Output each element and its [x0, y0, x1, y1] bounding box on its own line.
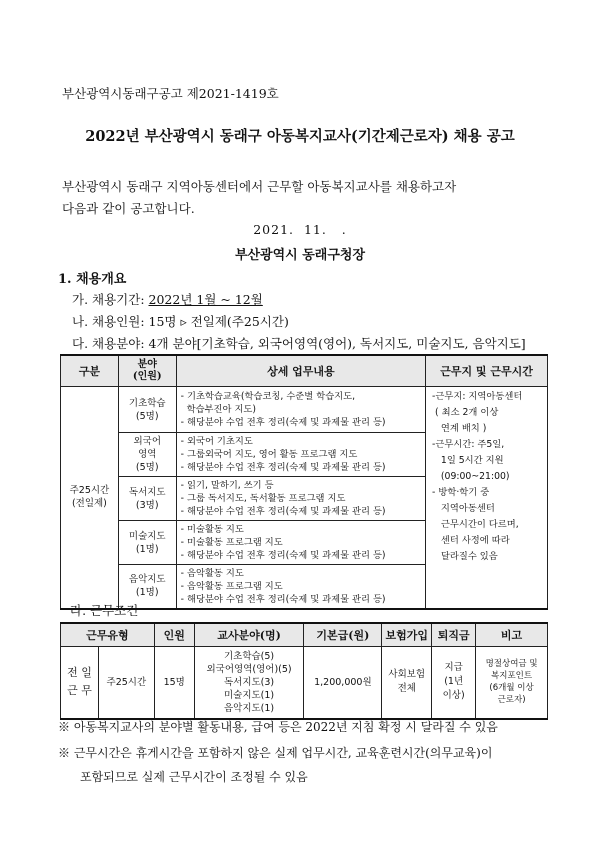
work-info-cell [426, 387, 548, 609]
th-field: 분야 (인원) [118, 355, 176, 387]
recruit-period-label: 가. 채용기간: [72, 292, 149, 307]
intro-line-1: 부산광역시 동래구 지역아동센터에서 근무할 아동복지교사를 채용하고자 [62, 179, 457, 194]
duty-line: - 그룹 독서지도, 독서활동 프로그램 지도 [180, 493, 346, 504]
recruit-period [72, 290, 263, 308]
work-info-line: 1일 5시간 지원 [432, 455, 504, 466]
work-info-line: -근무시간: 주5일, [432, 439, 505, 450]
note-2: ※ 근무시간은 휴게시간을 포함하지 않은 실제 업무시간, 교육훈련시간(의무교육)이 [58, 746, 493, 760]
work-type-cell: 전 일 근 무 [61, 647, 99, 719]
work-info-line: 연계 배치 ) [432, 423, 487, 434]
work-info-line: - 방학·학기 중 [432, 487, 490, 498]
duty-line: - 읽기, 말하기, 쓰기 등 [180, 480, 274, 491]
th-salary: 기본급(원) [304, 623, 382, 647]
recruit-headcount: 나. 채용인원: 15명 ▹ 전일제(주25시간) [72, 314, 289, 329]
severance-cell: 지급 (1년 이상) [432, 647, 476, 719]
duty-line: - 외국어 기초지도 [180, 436, 253, 447]
work-info-line: ( 최소 2개 이상 [432, 407, 499, 418]
th-work-type: 근무유형 [61, 623, 155, 647]
duty-line: 학습부진아 지도) [180, 404, 257, 415]
duties-cell [176, 387, 425, 433]
intro-line-2: 다음과 같이 공고합니다. [62, 201, 195, 216]
duties-table [60, 354, 548, 610]
recruit-period-value: 2022년 1월 ~ 12월 [148, 292, 263, 307]
th-severance: 퇴직금 [432, 623, 476, 647]
duties-cell [176, 433, 425, 477]
work-info-line: 근무시간이 다르며, [432, 519, 519, 530]
duty-line: - 그룹외국어 지도, 영어 활동 프로그램 지도 [180, 449, 358, 460]
th-insurance: 보험가입 [382, 623, 432, 647]
announcement-date: 2021. 11. . [253, 222, 347, 237]
th-duties: 상세 업무내용 [176, 355, 425, 387]
work-info-line: (09:00~21:00) [432, 471, 510, 482]
duty-line: - 해당분야 수업 전후 정리(숙제 및 과제물 관리 등) [180, 593, 386, 605]
conditions-label: 라. 근무조건 [70, 603, 139, 618]
work-info-line: -근무지: 지역아동센터 [432, 391, 523, 402]
th-remarks: 비고 [476, 623, 548, 647]
field-cell: 음악지도 (1명) [118, 565, 176, 609]
category-cell: 주25시간 (전일제) [61, 387, 119, 609]
work-info-line: 센터 사정에 따라 [432, 535, 510, 546]
th-count: 인원 [154, 623, 194, 647]
duties-cell [176, 565, 425, 609]
teacher-fields-cell: 기초학습(5) 외국어영역(영어)(5) 독서지도(3) 미술지도(1) 음악지도(1) [194, 647, 304, 719]
th-category: 구분 [61, 355, 119, 387]
duties-cell [176, 477, 425, 521]
duty-line: - 음악활동 지도 [180, 567, 244, 579]
intro-text [62, 176, 456, 220]
duty-line: - 기초학습교육(학습코칭, 수준별 학습지도, [180, 391, 356, 402]
duty-line: - 음악활동 프로그램 지도 [180, 580, 283, 592]
conditions-table [60, 622, 548, 720]
duty-line: - 해당분야 수업 전후 정리(숙제 및 과제물 관리 등) [180, 417, 386, 428]
hours-cell: 주25시간 [98, 647, 154, 719]
duty-line: - 미술활동 프로그램 지도 [180, 537, 283, 548]
duty-line: - 해당분야 수업 전후 정리(숙제 및 과제물 관리 등) [180, 550, 386, 561]
field-cell: 기초학습 (5명) [118, 387, 176, 433]
duty-line: - 해당분야 수업 전후 정리(숙제 및 과제물 관리 등) [180, 462, 386, 473]
note-2-cont: 포함되므로 실제 근무시간이 조정될 수 있음 [80, 770, 308, 784]
field-cell: 미술지도 (1명) [118, 521, 176, 565]
salary-cell: 1,200,000원 [304, 647, 382, 719]
count-cell: 15명 [154, 647, 194, 719]
page-title: 2022년 부산광역시 동래구 아동복지교사(기간제근로자) 채용 공고 [85, 128, 515, 145]
duties-cell [176, 521, 425, 565]
field-cell: 독서지도 (3명) [118, 477, 176, 521]
duty-line: - 미술활동 지도 [180, 524, 244, 535]
doc-number: 부산광역시동래구공고 제2021-1419호 [62, 86, 279, 101]
note-1: ※ 아동복지교사의 분야별 활동내용, 급여 등은 2022년 지침 확정 시 달라질 수 있음 [58, 720, 498, 734]
recruit-fields: 다. 채용분야: 4개 분야[기초학습, 외국어영역(영어), 독서지도, 미술지도, 음악지도] [72, 336, 526, 351]
work-info-line: 지역아동센터 [432, 503, 495, 514]
field-cell: 외국어 영역 (5명) [118, 433, 176, 477]
th-teacher-field: 교사분야(명) [194, 623, 304, 647]
section-heading: 1. 채용개요 [58, 272, 127, 287]
insurance-cell: 사회보험 전체 [382, 647, 432, 719]
remarks-cell: 명절상여금 및 복지포인트 (6개월 이상 근로자) [476, 647, 548, 719]
work-info-line: 달라질수 있음 [432, 551, 498, 562]
issuer: 부산광역시 동래구청장 [234, 248, 366, 263]
th-workplace: 근무지 및 근무시간 [426, 355, 548, 387]
duty-line: - 해당분야 수업 전후 정리(숙제 및 과제물 관리 등) [180, 506, 386, 517]
